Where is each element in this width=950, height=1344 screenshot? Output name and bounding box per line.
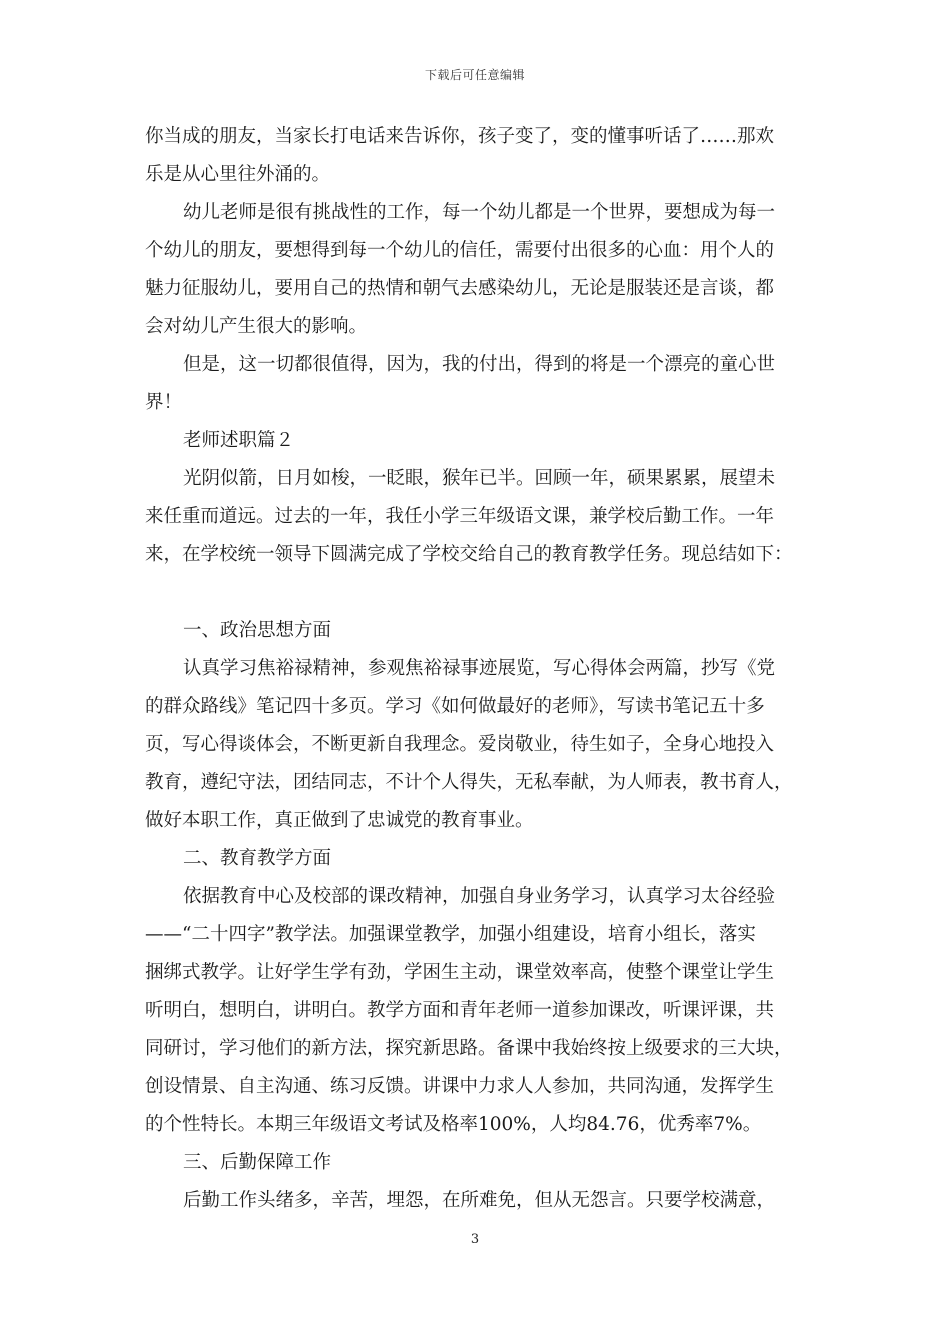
blank-line xyxy=(145,574,807,612)
text-line: 界！ xyxy=(145,392,183,413)
text-line: 来任重而道远。过去的一年，我任小学三年级语文课，兼学校后勤工作。一年 xyxy=(145,506,775,527)
text-line: 创设情景、自主沟通、练习反馈。讲课中力求人人参加，共同沟通，发挥学生 xyxy=(145,1076,775,1097)
text-line: ——“二十四字”教学法。加强课堂教学，加强小组建设，培育小组长，落实 xyxy=(145,924,756,945)
text-line: 教育，遵纪守法，团结同志，不计个人得失，无私奉献，为人师表，教书育人， xyxy=(145,772,793,793)
text-line: 同研讨，学习他们的新方法，探究新思路。备课中我始终按上级要求的三大块， xyxy=(145,1038,793,1059)
section-heading: 三、后勤保障工作 xyxy=(183,1152,332,1173)
text-line: 但是，这一切都很值得，因为，我的付出，得到的将是一个漂亮的童心世 xyxy=(183,354,776,375)
text-line: 认真学习焦裕禄精神，参观焦裕禄事迹展览，写心得体会两篇，抄写《党 xyxy=(183,658,776,679)
page-header: 下载后可任意编辑 xyxy=(424,68,525,82)
text-line: 个幼儿的朋友，要想得到每一个幼儿的信任，需要付出很多的心血：用个人的 xyxy=(145,240,775,261)
text-line: 后勤工作头绪多，辛苦，埋怨，在所难免，但从无怨言。只要学校满意， xyxy=(183,1190,776,1211)
text-line: 依据教育中心及校部的课改精神，加强自身业务学习，认真学习太谷经验 xyxy=(183,886,776,907)
text-line: 听明白，想明白，讲明白。教学方面和青年老师一道参加课改，听课评课，共 xyxy=(145,1000,775,1021)
text-line: 魅力征服幼儿，要用自己的热情和朝气去感染幼儿，无论是服装还是言谈，都 xyxy=(145,278,775,299)
section-heading: 一、政治思想方面 xyxy=(183,620,332,641)
text-line: 幼儿老师是很有挑战性的工作，每一个幼儿都是一个世界，要想成为每一 xyxy=(183,202,776,223)
text-line: 捆绑式教学。让好学生学有劲，学困生主动，课堂效率高，使整个课堂让学生 xyxy=(145,962,775,983)
section-title: 老师述职篇２ xyxy=(183,430,295,451)
text-line: 的群众路线》笔记四十多页。学习《如何做最好的老师》，写读书笔记五十多 xyxy=(145,696,765,717)
text-line: 页，写心得谈体会，不断更新自我理念。爱岗敬业，待生如子，全身心地投入 xyxy=(145,734,775,755)
section-heading: 二、教育教学方面 xyxy=(183,848,332,869)
text-line: 你当成的朋友，当家长打电话来告诉你，孩子变了，变的懂事听话了……那欢 xyxy=(145,126,775,147)
page-number: 3 xyxy=(470,1232,480,1247)
text-line: 做好本职工作，真正做到了忠诚党的教育事业。 xyxy=(145,810,534,831)
text-line: 来，在学校统一领导下圆满完成了学校交给自己的教育教学任务。现总结如下： xyxy=(145,544,793,565)
text-line: 乐是从心里往外涌的。 xyxy=(145,164,331,185)
text-line: 的个性特长。本期三年级语文考试及格率100%，人均84.76，优秀率7%。 xyxy=(145,1114,762,1135)
text-line: 会对幼儿产生很大的影响。 xyxy=(145,316,368,337)
text-line: 光阴似箭，日月如梭，一眨眼，猴年已半。回顾一年，硕果累累，展望未 xyxy=(183,468,776,489)
document-body xyxy=(145,118,807,1220)
